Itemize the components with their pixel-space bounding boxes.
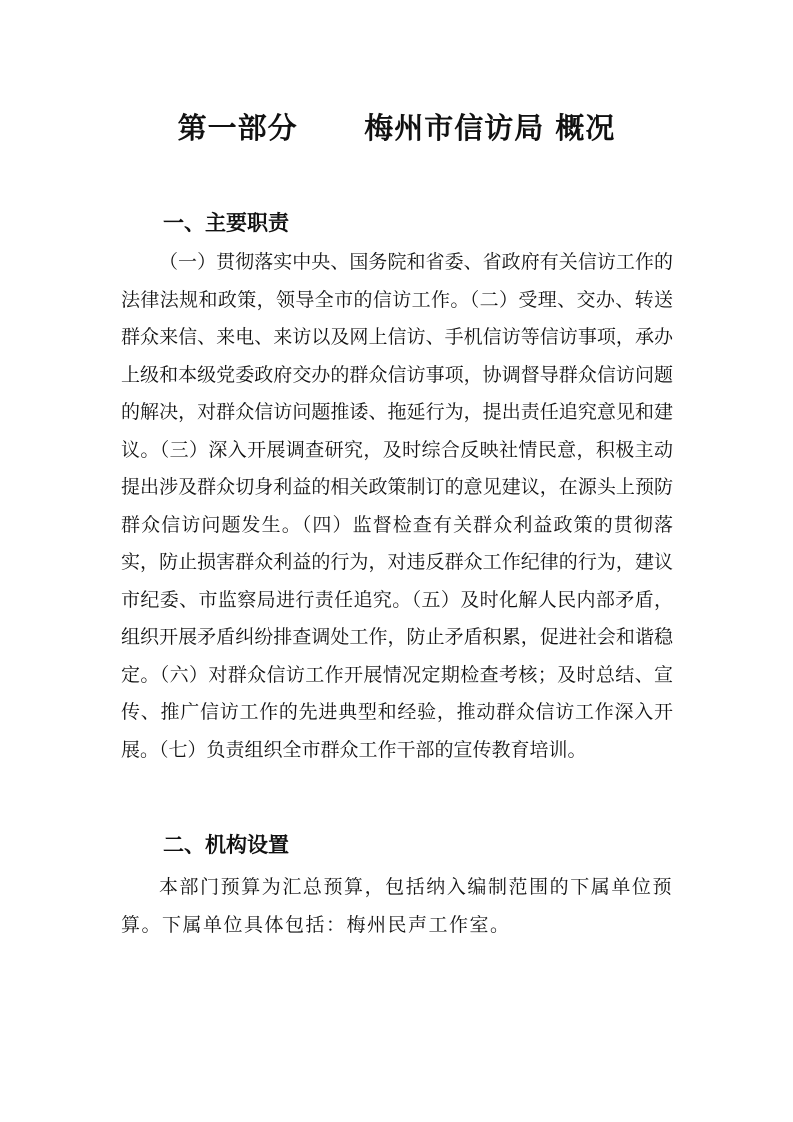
document-title: 第一部分 梅州市信访局 概况 (177, 111, 616, 145)
section-paragraph-organization: 本部门预算为汇总预算，包括纳入编制范围的下属单位预算。下属单位具体包括：梅州民声工作室。 (121, 876, 673, 936)
section-paragraph-duties: （一）贯彻落实中央、国务院和省委、省政府有关信访工作的法律法规和政策，领导全市的信访工作。（二）受理、交办、转送群众来信、来电、来访以及网上信访、手机信访等信访事项，承办上级和本级党委政府交办的群众信访事项，协调督导群众信访问题的解决，对群众信访问题推诿、拖延行为，提出责任追究意见和建议。（三）深入开展调查研究，及时综合反映社情民意，积极主动提出涉及群众切身利益的相关政策制订的意见建议，在源头上预防群众信访问题发生。（四）监督检查有关群众利益政策的贯彻落实，防止损害群众利益的行为，对违反群众工作纪律的行为，建议市纪委、市监察局进行责任追究。（五）及时化解人民内部矛盾，组织开展矛盾纠纷排查调处工作，防止矛盾积累，促进社会和谐稳定。（六）对群众信访工作开展情况定期检查考核；及时总结、宣传、推广信访工作的先进典型和经验，推动群众信访工作深入开展。（七）负责组织全市群众工作干部的宣传教育培训。 (121, 251, 673, 761)
section-heading-organization: 二、机构设置 (163, 833, 289, 857)
section-heading-duties: 一、主要职责 (163, 211, 289, 235)
